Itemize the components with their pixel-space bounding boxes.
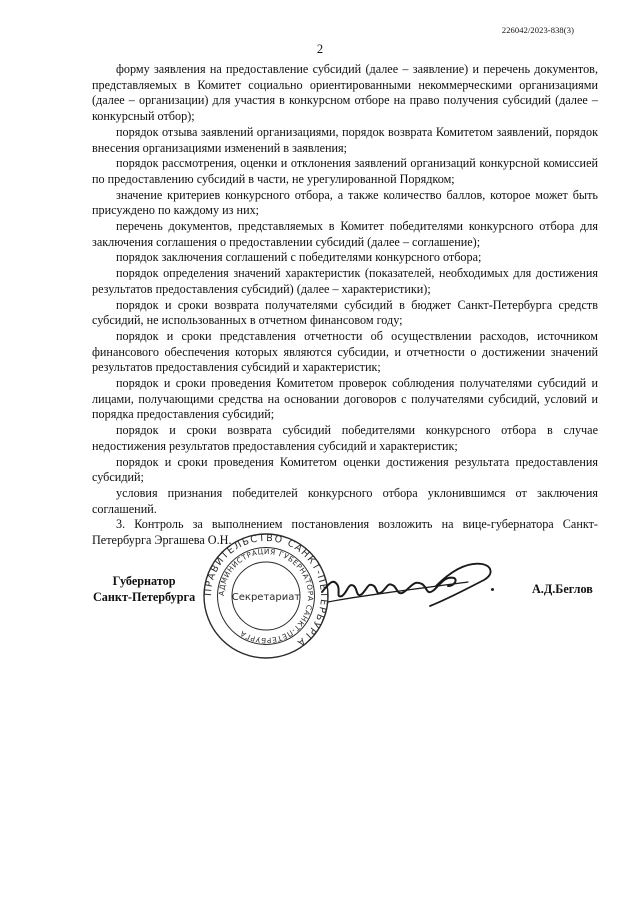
paragraph: порядок определения значений характеристик (показателей, необходимых для достижения результатов предоставления субсидий) (далее – характеристики); [92, 266, 598, 296]
document-registration-number: 226042/2023-838(3) [501, 25, 574, 35]
paragraph: форму заявления на предоставление субсидий (далее – заявление) и перечень документов, представляемых в Комитет социально ориентированными некоммерческими организациями (далее – организации) для участия в конкурсном отборе на право получения субсидий (далее – конкурсный отбор); [92, 62, 598, 124]
seal-outer-text: ПРАВИТЕЛЬСТВО САНКТ-ПЕТЕРБУРГА [202, 532, 330, 649]
paragraph: перечень документов, представляемых в Комитет победителями конкурсного отбора для заключения соглашения о предоставлении субсидий (далее – соглашение); [92, 219, 598, 249]
official-seal [202, 532, 330, 660]
paragraph: порядок и сроки возврата получателями субсидий в бюджет Санкт-Петербурга средств субсидий, не использованных в отчетном финансовом году; [92, 297, 598, 328]
paragraph: порядок отзыва заявлений организациями, порядок возврата Комитетом заявлений, порядок внесения организациями изменений в заявления; [92, 124, 598, 155]
seal-inner-text: АДМИНИСТРАЦИЯ ГУБЕРНАТОРА САНКТ-ПЕТЕРБУРГА [216, 546, 316, 646]
control-clause: 3. Контроль за выполнением постановления возложить на вице-губернатора Санкт-Петербурга Эргашева О.Н. [92, 517, 598, 548]
signatory-title-line1: Губернатор [112, 574, 176, 588]
paragraph: порядок и сроки проведения Комитетом проверок соблюдения получателями субсидий и лицами, получающими средства на основании договоров с получателями субсидий, условий и порядка предоставления субсидий; [92, 376, 598, 422]
signatory-title [93, 574, 195, 605]
paragraph: условия признания победителей конкурсного отбора уклонившимся от заключения соглашений. [92, 485, 598, 516]
ink-mark [491, 588, 494, 591]
paragraph: порядок рассмотрения, оценки и отклонения заявлений организаций конкурсной комиссией по предоставлению субсидий в части, не урегулированной Порядком; [92, 156, 598, 186]
paragraph: порядок и сроки проведения Комитетом оценки достижения результата предоставления субсидий; [92, 454, 598, 485]
signatory-title-line2: Санкт-Петербурга [93, 589, 196, 604]
paragraph: порядок и сроки представления отчетности об осуществлении расходов, источником финансового обеспечения которых являются субсидии, и отчетности о достижении значений результатов предоставления субсидий и характеристик; [92, 328, 598, 375]
handwritten-signature [318, 556, 500, 614]
paragraph: порядок заключения соглашений с победителями конкурсного отбора; [116, 250, 482, 265]
paragraph: порядок и сроки возврата субсидий победителями конкурсного отбора в случае недостижения результатов предоставления субсидий и характеристик; [92, 423, 598, 453]
signatory-name: А.Д.Беглов [532, 582, 593, 596]
seal-center-text: Секретариат [231, 592, 301, 603]
paragraph: значение критериев конкурсного отбора, а также количество баллов, которое может быть присуждено по каждому из них; [92, 187, 598, 218]
page-number: 2 [316, 42, 324, 56]
document-body [92, 62, 598, 549]
